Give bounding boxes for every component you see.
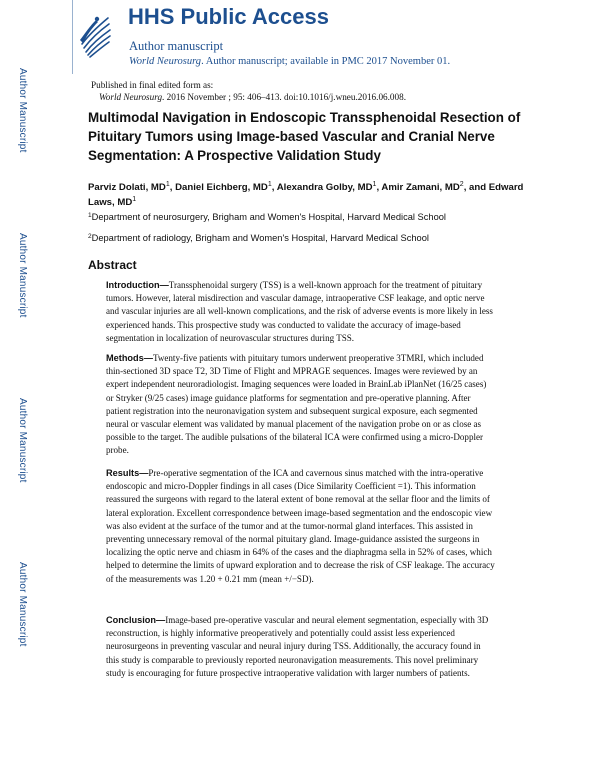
section-lead: Introduction— bbox=[106, 280, 169, 290]
availability-text: . Author manuscript; available in PMC 2017 November 01. bbox=[201, 56, 451, 67]
journal-name: World Neurosurg bbox=[129, 56, 202, 67]
section-text: Twenty-five patients with pituitary tumors underwent preoperative 3TMRI, which included thin-sectioned 3D space T2, 3D Time of Flight and MPRAGE sequences. Images were reviewed by an expert independent neuroradiologist. Imaging sequences were loaded in BrainLab iPlanNet (16/25 cases) or Stryker (9/25 cases) image guidance platforms for segmentation and pre-operative planning. After patient registration into the neuronavigation system and subsequent surgical exposure, each segmented neural or vascular element was validated by manual placement of the navigation probe on or as close as possible to the target. The audible pulsations of the bilateral ICA were confirmed using a micro-Doppler probe. bbox=[106, 353, 487, 456]
side-label-author-manuscript: Author Manuscript bbox=[17, 398, 28, 483]
publication-info bbox=[91, 79, 551, 103]
affiliation-text: Department of neurosurgery, Brigham and Women's Hospital, Harvard Medical School bbox=[91, 212, 446, 222]
affiliation-marker: 1 bbox=[88, 212, 92, 219]
journal-availability-line bbox=[129, 56, 450, 67]
affiliation-marker: 2 bbox=[88, 233, 92, 240]
author-name: Parviz Dolati, MD bbox=[88, 182, 166, 193]
author-list bbox=[88, 180, 533, 210]
section-text: Pre-operative segmentation of the ICA and cavernous sinus matched with the intra-operative endoscopic and micro-Doppler findings in all cases (Dice Similarity Coefficient =1). This information reassured the surgeons with regard to the lateral extent of bone removal at the sellar floor and the limits of lateral exploration. Excellent correspondence between image-based segmentation and the endoscopic view was also evident at the surface of the tumor and at the tumor-normal gland interfaces. This assisted in preventing unnecessary removal of the normal pituitary gland. Image-guidance assisted the surgeons in localizing the optic nerve and chiasm in 64% of the cases and the diaphragma sella in 52% of cases, which helped to determine the limits of upward exploration and to decrease the risk of CSF leakage. The accuracy of the measurements was 1.20 + 0.21 mm (mean +/−SD). bbox=[106, 468, 495, 584]
author-manuscript-subtitle: Author manuscript bbox=[129, 39, 224, 53]
abstract-conclusion bbox=[106, 614, 495, 680]
citation-journal: World Neurosurg bbox=[99, 92, 163, 102]
section-text: Image-based pre-operative vascular and neural element segmentation, especially with 3D reconstruction, is highly informative preoperatively and potentially could assist less experienced neurosurgeons in preventing vascular and neural injury during TSS. Additionally, the accuracy found in this study is comparable to previously reported neuronavigation measurements. This novel preliminary study is encouraging for future prospective intraoperative validation with larger numbers of patients. bbox=[106, 615, 489, 678]
author-affiliation-marker: 1 bbox=[267, 181, 272, 188]
citation-line bbox=[99, 91, 551, 103]
author-name: Amir Zamani, MD bbox=[381, 182, 460, 193]
section-lead: Methods— bbox=[106, 353, 153, 363]
author-separator: , bbox=[376, 182, 382, 193]
section-lead: Conclusion— bbox=[106, 615, 166, 625]
section-text: Transsphenoidal surgery (TSS) is a well-known approach for the treatment of pituitary tumors. However, lateral misdirection and vascular damage, intraoperative CSF leakage, and optic nerve and vascular injuries are all well-known complications, and the risk of adverse events is more likely in less experienced hands. This prospective study was conducted to validate the accuracy of image-based segmentation in localization of neurovascular structures during TSS. bbox=[106, 280, 493, 343]
section-lead: Results— bbox=[106, 468, 149, 478]
author-separator: , bbox=[169, 182, 176, 193]
author-affiliation-marker: 1 bbox=[165, 181, 170, 188]
header-divider-line bbox=[72, 0, 73, 74]
author-separator: , and bbox=[463, 182, 489, 193]
affiliation-1 bbox=[88, 212, 558, 222]
abstract-methods bbox=[106, 352, 495, 458]
abstract-results bbox=[106, 467, 495, 586]
side-label-author-manuscript: Author Manuscript bbox=[17, 68, 28, 153]
paper-title: Multimodal Navigation in Endoscopic Transsphenoidal Resection of Pituitary Tumors using Image-based Vascular and Cranial Nerve Segmentation: A Prospective Validation Study bbox=[88, 110, 521, 163]
author-name: Edward Laws, MD bbox=[88, 182, 524, 208]
abstract-introduction bbox=[106, 279, 495, 345]
author-separator: , bbox=[271, 182, 277, 193]
hhs-public-access-title: HHS Public Access bbox=[128, 4, 329, 29]
author-name: Daniel Eichberg, MD bbox=[175, 182, 268, 193]
published-in-label: Published in final edited form as: bbox=[91, 80, 214, 90]
affiliation-text: Department of radiology, Brigham and Women's Hospital, Harvard Medical School bbox=[91, 233, 429, 243]
side-label-author-manuscript: Author Manuscript bbox=[17, 233, 28, 318]
author-affiliation-marker: 1 bbox=[372, 181, 377, 188]
abstract-heading: Abstract bbox=[88, 258, 137, 272]
author-affiliation-marker: 2 bbox=[459, 181, 464, 188]
side-label-author-manuscript: Author Manuscript bbox=[17, 562, 28, 647]
author-name: Alexandra Golby, MD bbox=[276, 182, 373, 193]
hhs-eagle-logo-icon bbox=[76, 10, 114, 60]
author-affiliation-marker: 1 bbox=[132, 196, 137, 203]
citation-details: . 2016 November ; 95: 406–413. doi:10.1016/j.wneu.2016.06.008. bbox=[162, 92, 407, 102]
affiliation-2 bbox=[88, 233, 558, 243]
